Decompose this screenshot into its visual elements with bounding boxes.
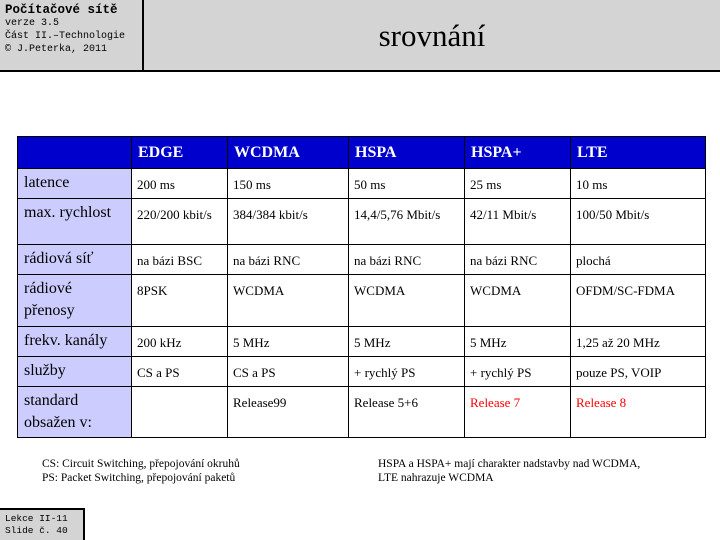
row-header: latence: [18, 169, 132, 199]
table-header-row: [18, 137, 706, 169]
table-cell: plochá: [571, 245, 706, 275]
footnote-left: [42, 457, 240, 485]
table-row: [18, 357, 706, 387]
table-row: [18, 169, 706, 199]
comparison-table: [17, 136, 706, 438]
table-cell: na bázi BSC: [132, 245, 228, 275]
table-cell: 220/200 kbit/s: [132, 199, 228, 245]
table-cell: Release99: [228, 387, 349, 438]
table-cell: na bázi RNC: [465, 245, 571, 275]
row-header: standard obsažen v:: [18, 387, 132, 438]
table-cell: OFDM/SC-FDMA: [571, 275, 706, 327]
title-bar: [144, 0, 720, 72]
table-cell: na bázi RNC: [228, 245, 349, 275]
table-cell: WCDMA: [228, 275, 349, 327]
footnote-line: HSPA a HSPA+ mají charakter nadstavby nad WCDMA,: [378, 458, 641, 470]
table-cell: 150 ms: [228, 169, 349, 199]
copyright-label: © J.Peterka, 2011: [5, 44, 108, 55]
table-row: [18, 387, 706, 438]
version-label: verze 3.5: [5, 18, 60, 29]
table-cell: pouze PS, VOIP: [571, 357, 706, 387]
table-cell: 5 MHz: [465, 327, 571, 357]
table-cell: 5 MHz: [349, 327, 465, 357]
row-header: rádiová síť: [18, 245, 132, 275]
table-cell: 50 ms: [349, 169, 465, 199]
table-cell: + rychlý PS: [465, 357, 571, 387]
slide-title: srovnání: [378, 18, 486, 53]
lesson-label: Lekce II-11: [5, 513, 68, 524]
table-cell: CS a PS: [132, 357, 228, 387]
course-title: Počítačové sítě: [5, 3, 118, 17]
table-cell: [132, 387, 228, 438]
table-cell: 8PSK: [132, 275, 228, 327]
table-cell: 10 ms: [571, 169, 706, 199]
table-row: [18, 275, 706, 327]
footnote-right: [378, 457, 640, 485]
row-header: služby: [18, 357, 132, 387]
course-info-box: [0, 0, 144, 72]
table-cell-highlight: Release 7: [465, 387, 571, 438]
column-header: HSPA+: [465, 137, 571, 169]
table-cell: 25 ms: [465, 169, 571, 199]
table-cell: 1,25 až 20 MHz: [571, 327, 706, 357]
table-cell: WCDMA: [465, 275, 571, 327]
table-row: [18, 327, 706, 357]
table-cell: + rychlý PS: [349, 357, 465, 387]
table-cell: 200 kHz: [132, 327, 228, 357]
footnote-line: LTE nahrazuje WCDMA: [378, 472, 494, 484]
table-cell: 384/384 kbit/s: [228, 199, 349, 245]
column-header: EDGE: [132, 137, 228, 169]
table-cell: 200 ms: [132, 169, 228, 199]
slide-number-label: Slide č. 40: [5, 525, 68, 536]
footnote-line: CS: Circuit Switching, přepojování okruhů: [42, 458, 240, 470]
row-header: frekv. kanály: [18, 327, 132, 357]
table-cell: WCDMA: [349, 275, 465, 327]
table-cell: 42/11 Mbit/s: [465, 199, 571, 245]
table-cell: 14,4/5,76 Mbit/s: [349, 199, 465, 245]
slide-info-box: [0, 508, 85, 540]
row-header: rádiové přenosy: [18, 275, 132, 327]
table-cell: Release 5+6: [349, 387, 465, 438]
footnote-line: PS: Packet Switching, přepojování paketů: [42, 472, 236, 484]
table-cell-highlight: Release 8: [571, 387, 706, 438]
part-label: Část II.–Technologie: [5, 31, 126, 42]
column-header: HSPA: [349, 137, 465, 169]
table-cell: na bázi RNC: [349, 245, 465, 275]
table-cell: 100/50 Mbit/s: [571, 199, 706, 245]
table-cell: CS a PS: [228, 357, 349, 387]
table-cell: 5 MHz: [228, 327, 349, 357]
row-header: max. rychlost: [18, 199, 132, 245]
table-corner-cell: [18, 137, 132, 169]
table-row: [18, 245, 706, 275]
table-row: [18, 199, 706, 245]
column-header: LTE: [571, 137, 706, 169]
column-header: WCDMA: [228, 137, 349, 169]
